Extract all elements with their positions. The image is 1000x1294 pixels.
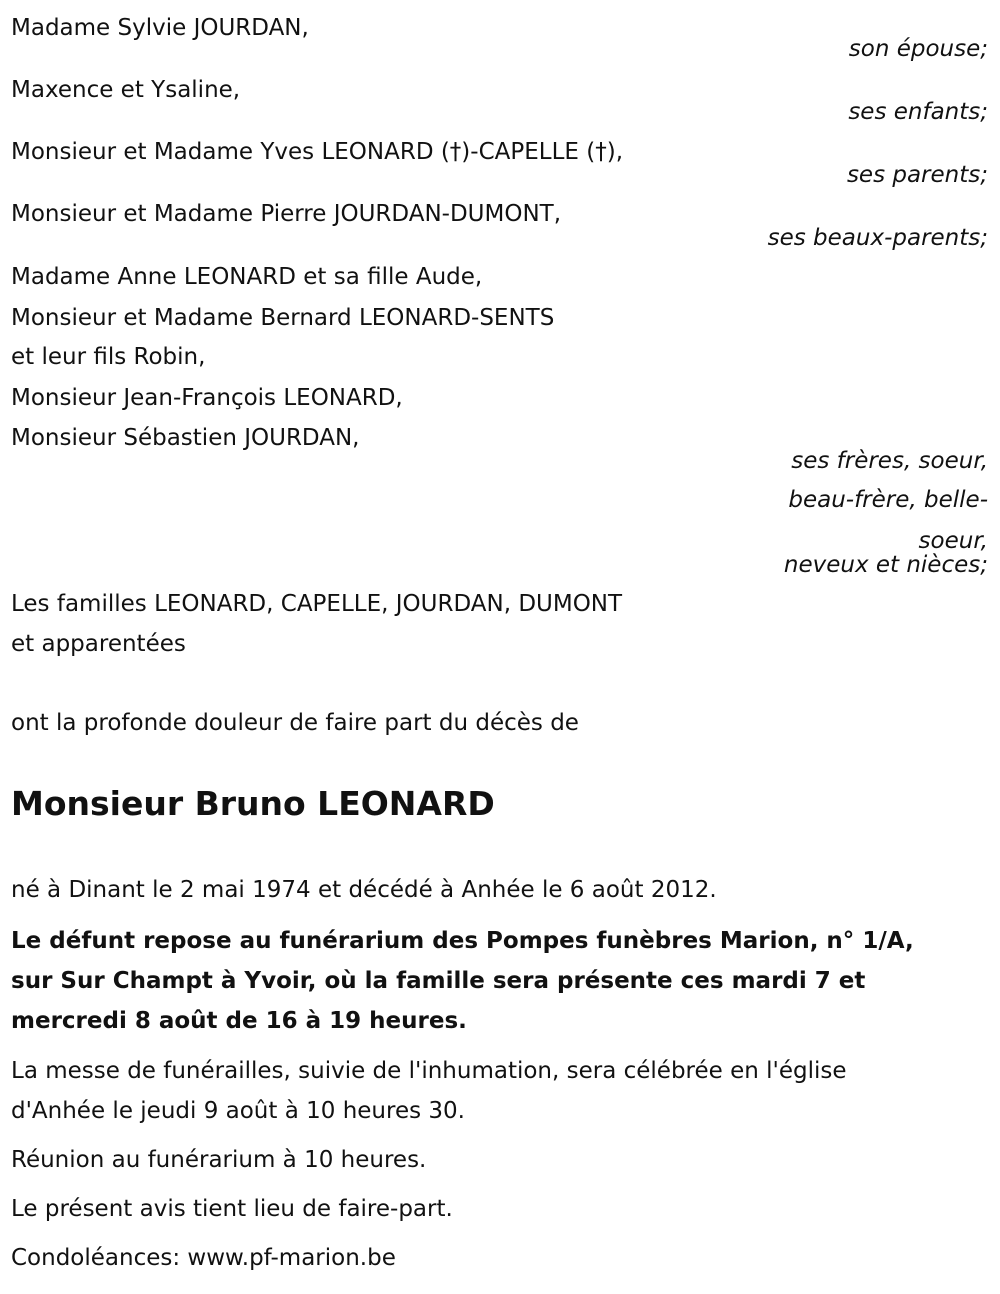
condolences: Condoléances: www.pf-marion.be: [11, 1245, 396, 1271]
siblings-relation: ses frères, soeur,: [791, 448, 988, 474]
families-line: et apparentées: [11, 631, 186, 657]
notice: Le présent avis tient lieu de faire-part.: [11, 1196, 453, 1222]
birth-death: né à Dinant le 2 mai 1974 et décédé à Anhée le 6 août 2012.: [11, 877, 717, 903]
sibling-line: Monsieur et Madame Bernard LEONARD-SENTS: [11, 305, 555, 331]
siblings-relation: beau-frère, belle-: [788, 487, 988, 513]
family-name: Maxence et Ysaline,: [11, 77, 241, 103]
family-name: Madame Sylvie JOURDAN,: [11, 15, 309, 41]
sibling-line: et leur fils Robin,: [11, 344, 206, 370]
deceased-name: Monsieur Bruno LEONARD: [11, 784, 495, 823]
mass-line: d'Anhée le jeudi 9 août à 10 heures 30.: [11, 1098, 465, 1124]
meeting: Réunion au funérarium à 10 heures.: [11, 1147, 427, 1173]
family-name: Monsieur et Madame Pierre JOURDAN-DUMONT,: [11, 201, 562, 227]
funerarium-line: mercredi 8 août de 16 à 19 heures.: [11, 1008, 467, 1034]
siblings-relation: neveux et nièces;: [783, 552, 988, 578]
family-relation: ses parents;: [846, 162, 988, 188]
family-name: Monsieur et Madame Yves LEONARD (†)-CAPELLE (†),: [11, 139, 624, 165]
siblings-relation: soeur,: [918, 528, 988, 554]
announcement: ont la profonde douleur de faire part du décès de: [11, 710, 579, 736]
sibling-line: Monsieur Jean-François LEONARD,: [11, 385, 403, 411]
funerarium-line: Le défunt repose au funérarium des Pompes funèbres Marion, n° 1/A,: [11, 928, 914, 954]
family-relation: ses enfants;: [848, 99, 988, 125]
sibling-line: Madame Anne LEONARD et sa fille Aude,: [11, 264, 483, 290]
sibling-line: Monsieur Sébastien JOURDAN,: [11, 425, 360, 451]
families-line: Les familles LEONARD, CAPELLE, JOURDAN, DUMONT: [11, 591, 623, 617]
family-relation: ses beaux-parents;: [767, 225, 988, 251]
mass-line: La messe de funérailles, suivie de l'inhumation, sera célébrée en l'église: [11, 1058, 847, 1084]
funerarium-line: sur Sur Champt à Yvoir, où la famille sera présente ces mardi 7 et: [11, 968, 866, 994]
family-relation: son épouse;: [848, 36, 988, 62]
